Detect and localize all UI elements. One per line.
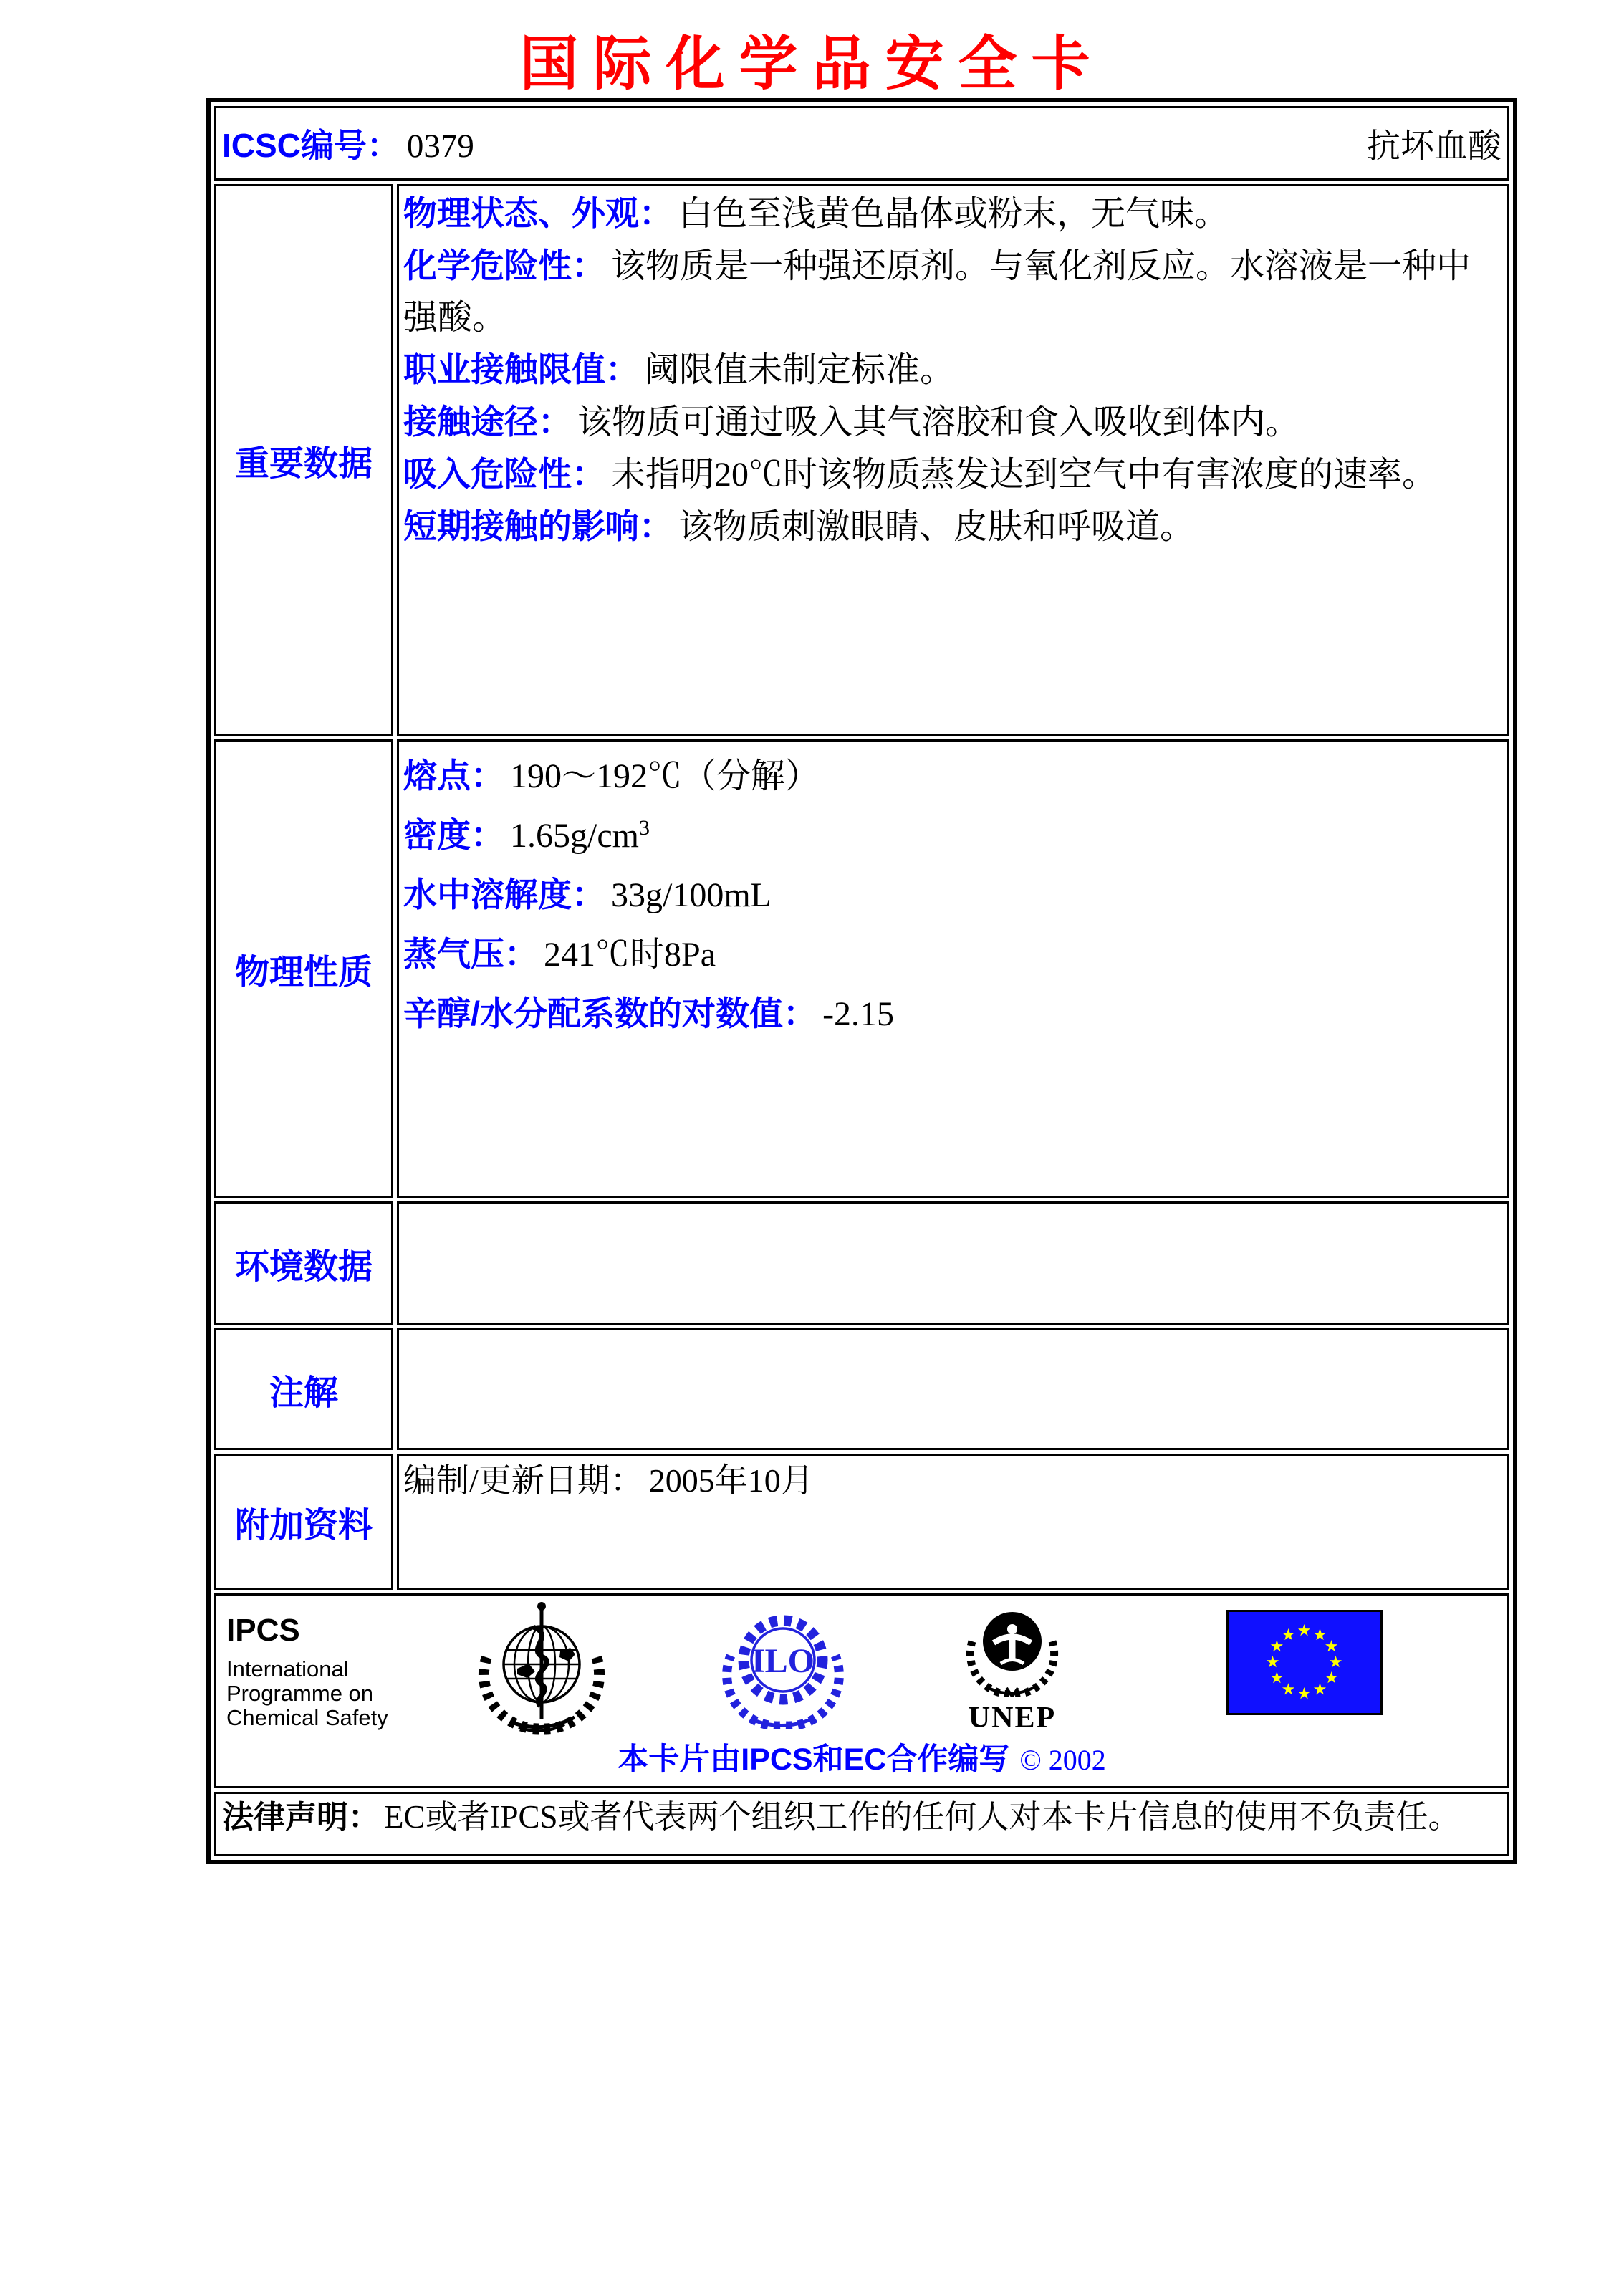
legal-label: 法律声明： <box>222 1800 380 1835</box>
field-value: 1.65g/cm <box>510 817 639 855</box>
icsc-number-group <box>222 120 474 167</box>
notes-content-cell <box>397 1328 1509 1450</box>
section-label-physical-properties: 物理性质 <box>234 953 373 992</box>
additional-info-label-cell <box>214 1454 393 1590</box>
credit-text: 本卡片由IPCS和EC合作编写 <box>618 1742 1010 1777</box>
field-label: 化学危险性： <box>403 246 605 284</box>
ipcs-text-block <box>226 1613 388 1730</box>
field-value: 该物质刺激眼睛、皮肤和呼吸道。 <box>678 508 1195 546</box>
physical-properties-label-cell <box>214 739 393 1198</box>
ilo-logo-icon <box>718 1600 848 1729</box>
field-value: 190～192℃（分解） <box>510 757 820 795</box>
environmental-data-label-cell <box>214 1201 393 1325</box>
icsc-number-value: 0379 <box>406 128 474 165</box>
field-label: 辛醇/水分配系数的对数值： <box>403 994 817 1032</box>
field-superscript: 3 <box>638 816 650 840</box>
field-label: 接触途径： <box>403 403 572 441</box>
physical-properties-content-cell <box>397 739 1509 1198</box>
important-data-row <box>214 184 1509 736</box>
icsc-number-label: ICSC编号： <box>222 127 400 164</box>
page-title: 国际化学品安全卡 <box>519 32 1105 97</box>
additional-info-content-cell <box>397 1454 1509 1590</box>
important-data-content-cell <box>397 184 1509 736</box>
card-header-row <box>214 106 1509 181</box>
field-value: 241℃时8Pa <box>544 936 716 974</box>
field-value: 该物质可通过吸入其气溶胶和食入吸收到体内。 <box>577 403 1300 441</box>
important-data-line <box>403 501 1503 553</box>
field-label: 职业接触限值： <box>403 350 639 388</box>
important-data-line <box>403 188 1503 240</box>
copyright-text: © 2002 <box>1019 1744 1106 1776</box>
update-date-label: 编制/更新日期： <box>403 1462 643 1499</box>
physical-property-line <box>403 862 1503 921</box>
field-value: 阈限值未制定标准。 <box>645 351 955 389</box>
notes-row <box>214 1328 1509 1450</box>
physical-property-line <box>403 743 1503 802</box>
physical-property-line <box>403 802 1503 862</box>
who-logo-icon <box>476 1597 607 1736</box>
important-data-line <box>403 448 1503 501</box>
unep-label: UNEP <box>968 1702 1057 1735</box>
legal-row <box>214 1792 1509 1856</box>
field-value: 白色至浅黄色晶体或粉末，无气味。 <box>678 195 1229 233</box>
important-data-line <box>403 240 1503 344</box>
unep-logo-icon <box>958 1597 1066 1697</box>
additional-info-row <box>214 1454 1509 1590</box>
important-data-label-cell <box>214 184 393 736</box>
physical-property-line <box>403 981 1503 1040</box>
credit-line <box>216 1735 1507 1779</box>
field-value: 33g/100mL <box>611 876 772 914</box>
ipcs-title: IPCS <box>226 1613 300 1648</box>
important-data-line <box>403 396 1503 448</box>
section-label-important-data: 重要数据 <box>234 444 373 483</box>
field-label: 蒸气压： <box>403 935 538 973</box>
field-value: 未指明20℃时该物质蒸发达到空气中有害浓度的速率。 <box>611 456 1437 494</box>
icsc-card <box>206 98 1517 1864</box>
card-header-cell <box>214 106 1509 181</box>
field-label: 熔点： <box>403 757 504 795</box>
important-data-line <box>403 344 1503 396</box>
physical-properties-row <box>214 739 1509 1198</box>
legal-text: EC或者IPCS或者代表两个组织工作的任何人对本卡片信息的使用不负责任。 <box>384 1799 1461 1835</box>
field-label: 水中溶解度： <box>403 875 605 913</box>
ipcs-subtitle-line: Chemical Safety <box>226 1705 388 1730</box>
logos-cell <box>214 1593 1509 1788</box>
unep-logo-block <box>958 1597 1066 1735</box>
notes-label-cell <box>214 1328 393 1450</box>
ipcs-subtitle-line: Programme on <box>226 1681 374 1706</box>
field-label: 吸入危险性： <box>403 455 605 493</box>
field-label: 物理状态、外观： <box>403 194 673 232</box>
field-label: 密度： <box>403 816 504 854</box>
update-date-line <box>403 1457 1503 1503</box>
physical-property-line <box>403 921 1503 981</box>
eu-flag-icon <box>1226 1610 1383 1715</box>
section-label-notes: 注解 <box>269 1373 338 1412</box>
field-value: 该物质是一种强还原剂。与氧化剂反应。水溶液是一种中强酸。 <box>403 247 1471 337</box>
section-label-additional-info: 附加资料 <box>234 1506 373 1545</box>
environmental-data-content-cell <box>397 1201 1509 1325</box>
ipcs-subtitle-line: International <box>226 1656 349 1681</box>
field-label: 短期接触的影响： <box>403 507 673 545</box>
environmental-data-row <box>214 1201 1509 1325</box>
logos-row <box>214 1593 1509 1788</box>
field-value: -2.15 <box>822 995 895 1033</box>
ilo-letters: ILO <box>751 1642 815 1680</box>
update-date-value: 2005年10月 <box>648 1462 814 1499</box>
legal-cell <box>214 1792 1509 1856</box>
substance-name: 抗坏血酸 <box>1367 128 1502 165</box>
section-label-environmental-data: 环境数据 <box>234 1247 373 1286</box>
